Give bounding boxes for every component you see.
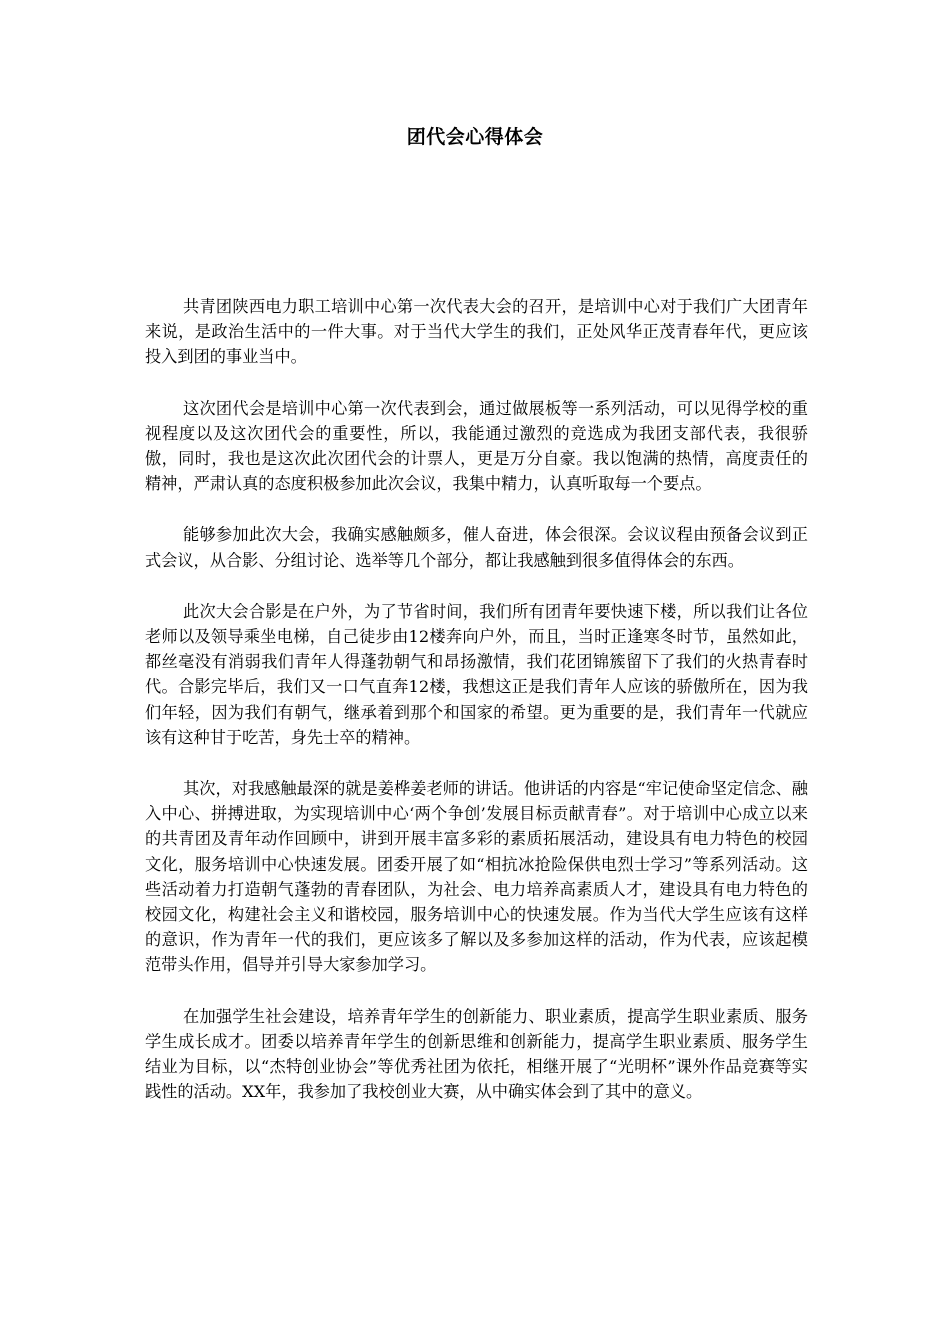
paragraph-1: 共青团陕西电力职工培训中心第一次代表大会的召开，是培训中心对于我们广大团青年来说，是政治生活中的一件大事。对于当代大学生的我们，正处风华正茂青春年代，更应该投入到团的事业当中。	[145, 297, 808, 367]
document-body	[145, 294, 808, 1130]
paragraph-3: 能够参加此次大会，我确实感触颇多，催人奋进，体会很深。会议议程由预备会议到正式会议，从合影、分组讨论、选举等几个部分，都让我感触到很多值得体会的东西。	[145, 525, 808, 570]
page-title: 团代会心得体会	[406, 126, 544, 148]
paragraph-6: 在加强学生社会建设，培养青年学生的创新能力、职业素质，提高学生职业素质、服务学生成长成才。团委以培养青年学生的创新思维和创新能力，提高学生职业素质、服务学生结业为目标，以“杰特创业协会”等优秀社团为依托，相继开展了“光明杯”课外作品竞赛等实践性的活动。XX年，我参加了我校创业大赛，从中确实体会到了其中的意义。	[145, 1006, 808, 1102]
paragraph-2: 这次团代会是培训中心第一次代表到会，通过做展板等一系列活动，可以见得学校的重视程度以及这次团代会的重要性，所以，我能通过激烈的竞选成为我团支部代表，我很骄傲，同时，我也是这次此次团代会的计票人，更是万分自豪。我以饱满的热情，高度责任的精神，严肃认真的态度积极参加此次会议，我集中精力，认真听取每一个要点。	[145, 398, 808, 494]
paragraph-4: 此次大会合影是在户外，为了节省时间，我们所有团青年要快速下楼，所以我们让各位老师以及领导乘坐电梯，自己徒步由12楼奔向户外，而且，当时正逢寒冬时节，虽然如此，都丝毫没有消弱我们青年人得蓬勃朝气和昂扬激情，我们花团锦簇留下了我们的火热青春时代。合影完毕后，我们又一口气直奔12楼，我想这正是我们青年人应该的骄傲所在，因为我们年轻，因为我们有朝气，继承着到那个和国家的希望。更为重要的是，我们青年一代就应该有这种甘于吃苦，身先士卒的精神。	[145, 601, 808, 747]
paragraph-5: 其次，对我感触最深的就是姜桦姜老师的讲话。他讲话的内容是“牢记使命坚定信念、融入中心、拼搏进取，为实现培训中心‘两个争创’发展目标贡献青春”。对于培训中心成立以来的共青团及青年动作回顾中，讲到开展丰富多彩的素质拓展活动，建设具有电力特色的校园文化，服务培训中心快速发展。团委开展了如“相抗冰抢险保供电烈士学习”等系列活动。这些活动着力打造朝气蓬勃的青春团队，为社会、电力培养高素质人才，建设具有电力特色的校园文化，构建社会主义和谐校园，服务培训中心的快速发展。作为当代大学生应该有这样的意识，作为青年一代的我们，更应该多了解以及多参加这样的活动，作为代表，应该起模范带头作用，倡导并引导大家参加学习。	[145, 779, 808, 975]
